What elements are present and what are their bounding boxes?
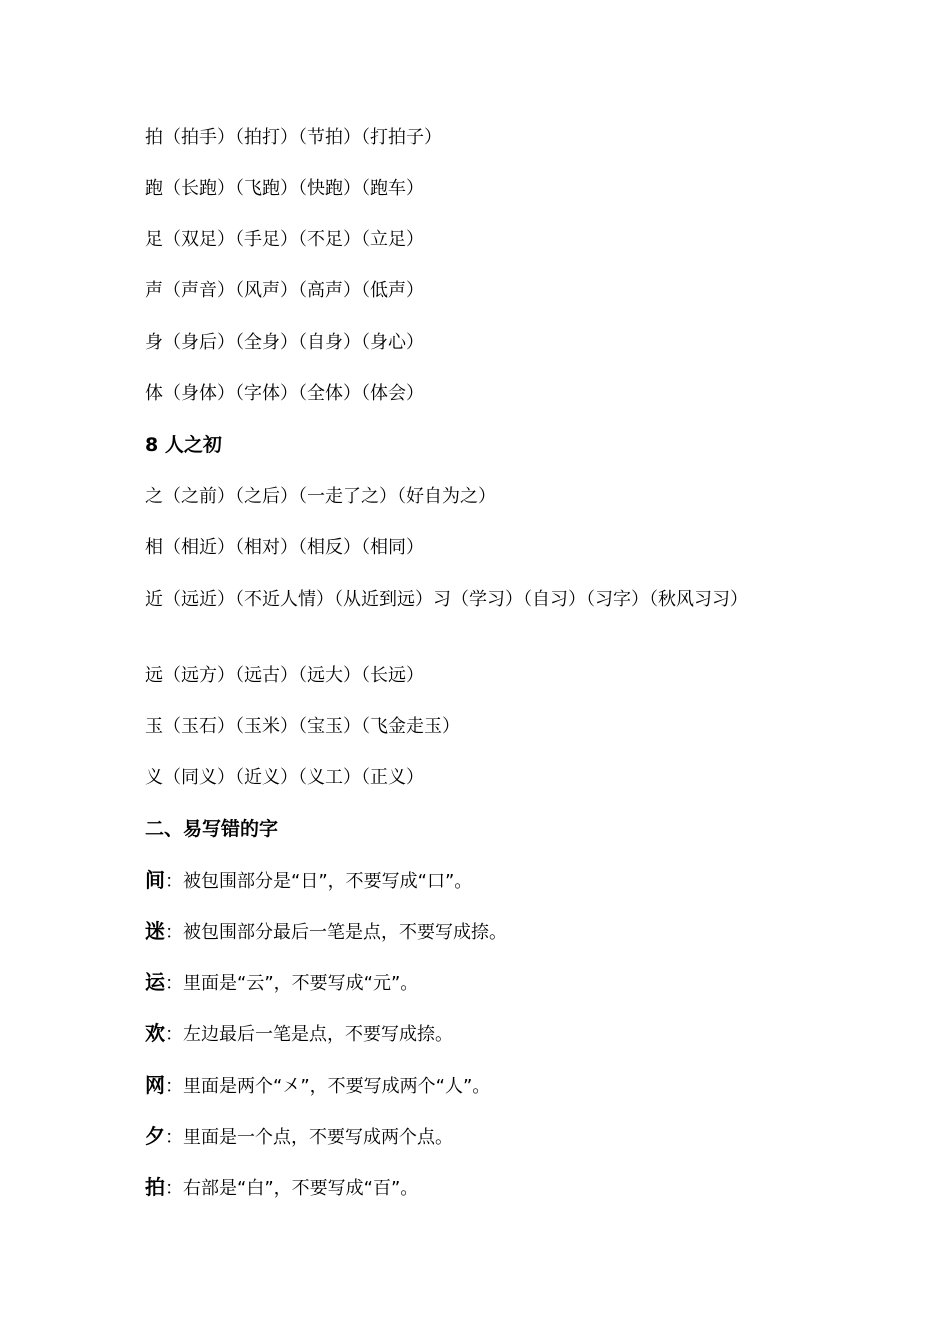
- word-line: 身（身后）（全身）（自身）（身心）: [145, 332, 424, 353]
- error-char-note: ：被包围部分是“日”，不要写成“口”。: [165, 871, 473, 892]
- error-char-item: [145, 1175, 815, 1201]
- error-char-note: ：里面是一个点，不要写成两个点。: [165, 1127, 453, 1148]
- word-line: 义（同义）（近义）（义工）（正义）: [145, 767, 424, 788]
- word-line: 之（之前）（之后）（一走了之）（好自为之）: [145, 486, 496, 507]
- section-heading: 二、易写错的字: [145, 818, 279, 840]
- error-char-note: ：里面是两个“㐅”，不要写成两个“人”。: [165, 1076, 491, 1097]
- lesson-heading: 8 人之初: [145, 434, 222, 456]
- word-line: 声（声音）（风声）（高声）（低声）: [145, 280, 424, 301]
- word-line: 体（身体）（字体）（全体）（体会）: [145, 383, 424, 404]
- error-char-item: [145, 919, 815, 945]
- error-char: 间: [145, 868, 165, 892]
- word-line: 跑（长跑）（飞跑）（快跑）（跑车）: [145, 178, 424, 199]
- word-line: 近（远近）（不近人情）（从近到远）习（学习）（自习）（习字）（秋风习习）: [145, 589, 748, 610]
- error-char: 欢: [145, 1021, 165, 1045]
- error-char-item: [145, 1021, 815, 1047]
- error-char: 拍: [145, 1175, 165, 1199]
- word-line: 相（相近）（相对）（相反）（相同）: [145, 537, 424, 558]
- word-line: 拍（拍手）（拍打）（节拍）（打拍子）: [145, 127, 442, 148]
- error-char: 迷: [145, 919, 165, 943]
- error-char-note: ：被包围部分最后一笔是点，不要写成捺。: [165, 922, 507, 943]
- error-char: 网: [145, 1073, 165, 1097]
- error-char: 夕: [145, 1124, 165, 1148]
- error-char-item: [145, 970, 815, 996]
- error-char-item: [145, 1073, 815, 1099]
- word-line: 远（远方）（远古）（远大）（长远）: [145, 665, 424, 686]
- word-line: 足（双足）（手足）（不足）（立足）: [145, 229, 424, 250]
- error-char-item: [145, 868, 815, 894]
- error-char: 运: [145, 970, 165, 994]
- error-char-note: ：里面是“云”，不要写成“元”。: [165, 973, 419, 994]
- error-char-note: ：左边最后一笔是点，不要写成捺。: [165, 1024, 453, 1045]
- word-line: 玉（玉石）（玉米）（宝玉）（飞金走玉）: [145, 716, 460, 737]
- error-char-item: [145, 1124, 815, 1150]
- error-char-note: ：右部是“白”，不要写成“百”。: [165, 1178, 419, 1199]
